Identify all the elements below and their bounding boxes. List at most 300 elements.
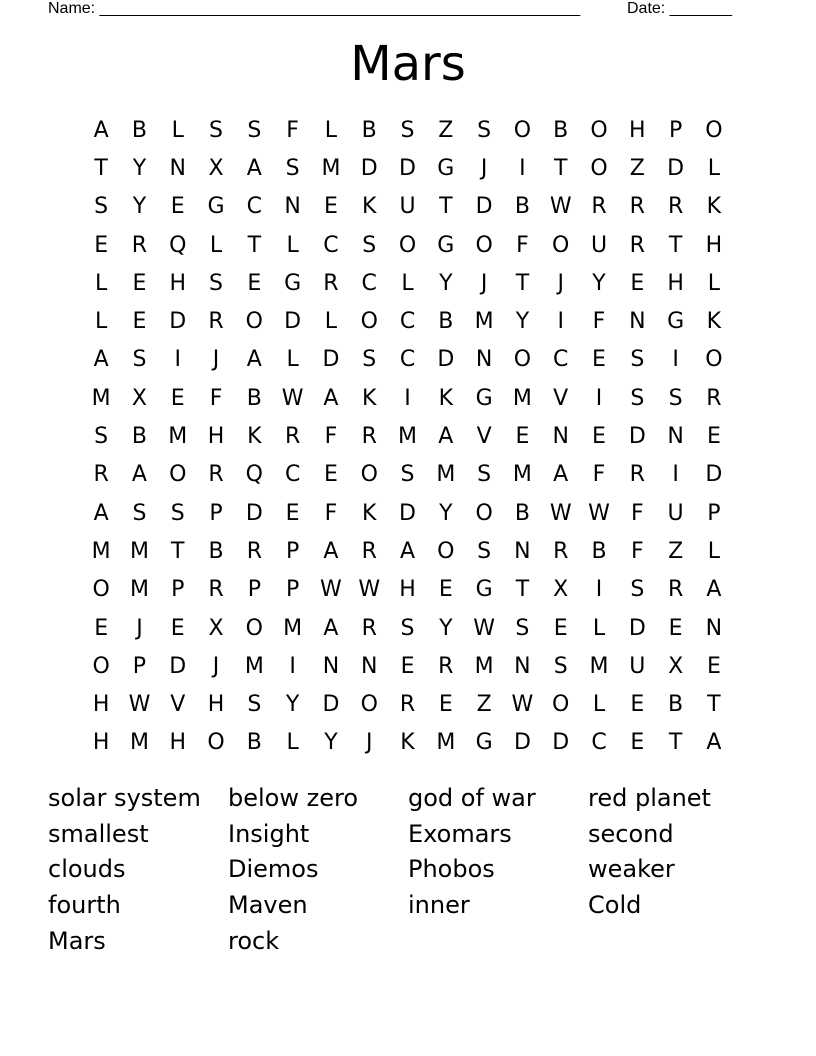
grid-letter: F <box>286 117 299 143</box>
grid-letter: A <box>93 347 109 373</box>
grid-letter: X <box>553 577 569 603</box>
grid-letter: O <box>398 232 417 258</box>
grid-letter: E <box>132 309 147 335</box>
word-list-item: god of war <box>408 784 536 812</box>
grid-letter: L <box>707 155 721 181</box>
grid-letter: D <box>475 194 493 220</box>
grid-letter: S <box>553 653 568 679</box>
grid-letter: U <box>399 194 416 220</box>
grid-letter: R <box>284 424 301 450</box>
grid-letter: X <box>131 385 147 411</box>
grid-letter: J <box>136 615 143 641</box>
grid-letter: I <box>174 347 181 373</box>
word-list <box>48 781 768 959</box>
grid-row <box>82 226 734 264</box>
grid-row <box>82 264 734 302</box>
grid-letter: S <box>362 347 377 373</box>
grid-letter: S <box>285 155 300 181</box>
grid-letter: G <box>207 194 225 220</box>
grid-letter: A <box>93 500 109 526</box>
grid-letter: K <box>400 730 415 756</box>
word-list-item: Diemos <box>228 855 319 884</box>
grid-letter: N <box>514 538 531 564</box>
grid-letter: S <box>630 385 645 411</box>
grid-letter: B <box>131 424 147 450</box>
grid-letter: I <box>595 385 603 411</box>
grid-letter: F <box>324 500 338 526</box>
word-list-item: clouds <box>48 855 126 884</box>
grid-letter: H <box>92 692 110 718</box>
grid-letter: U <box>629 653 646 679</box>
word-list-item: Insight <box>228 819 310 848</box>
grid-letter: I <box>595 577 603 603</box>
grid-letter: E <box>285 500 300 526</box>
grid-letter: D <box>360 155 378 181</box>
grid-letter: T <box>668 730 683 756</box>
grid-letter: D <box>513 730 531 756</box>
grid-letter: V <box>476 424 492 450</box>
grid-letter: M <box>474 653 494 679</box>
grid-letter: R <box>667 194 684 220</box>
grid-letter: T <box>668 232 683 258</box>
grid-letter: E <box>94 615 109 641</box>
grid-letter: O <box>245 615 263 641</box>
grid-letter: F <box>324 424 338 450</box>
grid-letter: U <box>667 500 684 526</box>
grid-letter: B <box>668 692 684 718</box>
grid-letter: Q <box>245 462 263 488</box>
grid-letter: H <box>629 117 646 143</box>
grid-letter: K <box>706 194 722 220</box>
grid-letter: T <box>515 577 530 603</box>
grid-letter: S <box>515 615 530 641</box>
grid-letter: J <box>557 270 564 296</box>
grid-letter: M <box>129 577 149 603</box>
grid-letter: F <box>592 309 606 335</box>
grid-letter: Y <box>439 270 453 296</box>
grid-letter: B <box>246 730 262 756</box>
grid-letter: N <box>322 653 340 679</box>
grid-letter: E <box>630 692 645 718</box>
grid-letter: B <box>361 117 377 143</box>
grid-letter: M <box>168 424 188 450</box>
word-list-item: Maven <box>228 891 308 920</box>
grid-letter: I <box>557 309 564 335</box>
grid-letter: B <box>514 500 530 526</box>
grid-letter: P <box>132 653 147 679</box>
grid-letter: S <box>247 117 262 143</box>
grid-letter: D <box>284 309 302 335</box>
grid-letter: Z <box>629 155 645 181</box>
grid-row <box>82 724 734 762</box>
grid-letter: A <box>438 424 454 450</box>
grid-letter: L <box>286 347 299 373</box>
grid-letter: A <box>706 730 722 756</box>
grid-letter: F <box>630 538 644 564</box>
grid-letter: C <box>591 730 607 756</box>
word-list-item: rock <box>228 926 280 955</box>
grid-row <box>82 532 734 570</box>
grid-letter: L <box>95 270 108 296</box>
grid-row <box>82 609 734 647</box>
grid-letter: G <box>437 155 455 181</box>
grid-letter: O <box>437 538 455 564</box>
grid-letter: O <box>92 577 110 603</box>
word-list-item: Exomars <box>408 819 512 848</box>
grid-letter: M <box>244 653 264 679</box>
grid-letter: E <box>592 424 606 450</box>
grid-row <box>82 302 734 340</box>
grid-letter: D <box>628 615 646 641</box>
grid-letter: L <box>286 232 299 258</box>
grid-row <box>82 188 734 226</box>
grid-letter: O <box>705 117 723 143</box>
grid-letter: G <box>284 270 302 296</box>
grid-letter: P <box>171 577 185 603</box>
word-list-item: second <box>588 819 674 848</box>
grid-letter: G <box>475 577 493 603</box>
grid-letter: D <box>705 462 723 488</box>
grid-letter: H <box>399 577 416 603</box>
grid-letter: S <box>477 538 492 564</box>
word-list-item: solar system <box>48 784 201 812</box>
grid-row <box>82 494 734 532</box>
grid-letter: G <box>437 232 455 258</box>
grid-letter: K <box>706 309 722 335</box>
grid-letter: K <box>438 385 454 411</box>
grid-letter: N <box>705 615 723 641</box>
grid-letter: J <box>212 653 220 679</box>
grid-letter: M <box>91 385 111 411</box>
grid-letter: O <box>360 309 378 335</box>
grid-letter: B <box>514 194 530 220</box>
grid-letter: Y <box>132 155 147 181</box>
grid-letter: M <box>321 155 341 181</box>
grid-letter: R <box>629 462 645 488</box>
grid-letter: I <box>289 653 296 679</box>
grid-letter: L <box>592 615 606 641</box>
grid-letter: F <box>516 232 529 258</box>
grid-letter: P <box>668 117 683 143</box>
grid-letter: O <box>475 500 493 526</box>
grid-letter: E <box>94 232 109 258</box>
grid-letter: T <box>553 155 568 181</box>
word-list-item: Mars <box>48 926 106 955</box>
grid-letter: S <box>362 232 377 258</box>
grid-letter: F <box>630 500 644 526</box>
grid-letter: Y <box>439 615 453 641</box>
grid-letter: S <box>400 615 415 641</box>
grid-letter: D <box>399 500 416 526</box>
grid-letter: D <box>169 653 187 679</box>
grid-letter: E <box>170 615 185 641</box>
grid-letter: E <box>553 615 568 641</box>
grid-letter: R <box>131 232 148 258</box>
grid-letter: O <box>705 347 723 373</box>
grid-letter: L <box>324 117 338 143</box>
grid-letter: I <box>672 347 679 373</box>
grid-letter: W <box>549 500 572 526</box>
grid-letter: R <box>361 538 377 564</box>
grid-letter: S <box>477 117 492 143</box>
grid-letter: M <box>436 730 456 756</box>
grid-letter: E <box>170 385 185 411</box>
grid-letter: H <box>92 730 110 756</box>
grid-letter: C <box>361 270 377 296</box>
grid-letter: N <box>629 309 646 335</box>
grid-letter: N <box>360 653 378 679</box>
grid-letter: R <box>208 577 224 603</box>
grid-letter: H <box>705 232 723 258</box>
grid-letter: D <box>245 500 263 526</box>
grid-letter: T <box>439 194 453 220</box>
grid-letter: S <box>132 347 147 373</box>
grid-letter: O <box>475 232 493 258</box>
grid-letter: E <box>515 424 530 450</box>
grid-letter: U <box>590 232 608 258</box>
grid-letter: P <box>209 500 223 526</box>
grid-letter: O <box>245 309 263 335</box>
grid-letter: O <box>360 692 378 718</box>
grid-letter: R <box>629 232 645 258</box>
name-field-line: Name: ______________________________________________________ <box>48 0 581 17</box>
grid-letter: Q <box>169 232 187 258</box>
grid-letter: T <box>171 538 185 564</box>
grid-letter: T <box>247 232 262 258</box>
grid-letter: E <box>592 347 606 373</box>
grid-letter: K <box>362 385 377 411</box>
grid-letter: J <box>365 730 373 756</box>
grid-letter: L <box>401 270 414 296</box>
grid-letter: H <box>207 692 225 718</box>
word-list-item: Cold <box>588 891 642 920</box>
grid-letter: J <box>480 270 488 296</box>
grid-letter: R <box>667 577 684 603</box>
grid-row <box>82 149 734 187</box>
grid-letter: I <box>404 385 411 411</box>
grid-letter: G <box>475 385 493 411</box>
grid-letter: E <box>323 462 338 488</box>
grid-letter: R <box>706 385 722 411</box>
grid-letter: O <box>207 730 225 756</box>
grid-letter: L <box>209 232 223 258</box>
grid-letter: M <box>436 462 456 488</box>
grid-letter: G <box>667 309 685 335</box>
grid-letter: R <box>323 270 339 296</box>
grid-letter: X <box>208 615 224 641</box>
grid-letter: M <box>283 615 303 641</box>
grid-letter: Y <box>515 309 530 335</box>
grid-letter: W <box>281 385 304 411</box>
word-search-grid <box>82 111 734 762</box>
grid-letter: W <box>358 577 381 603</box>
grid-letter: S <box>247 692 262 718</box>
grid-letter: S <box>132 500 147 526</box>
grid-letter: F <box>592 462 606 488</box>
grid-letter: Y <box>285 692 300 718</box>
grid-letter: N <box>475 347 493 373</box>
grid-letter: L <box>592 692 606 718</box>
grid-letter: W <box>511 692 534 718</box>
grid-letter: B <box>591 538 607 564</box>
grid-letter: L <box>95 309 108 335</box>
grid-letter: S <box>94 194 109 220</box>
grid-letter: A <box>553 462 569 488</box>
grid-letter: M <box>589 653 609 679</box>
date-field-line: Date: _______ <box>627 0 732 17</box>
grid-letter: A <box>246 155 262 181</box>
grid-letter: B <box>438 309 454 335</box>
word-list-item: Phobos <box>408 855 495 884</box>
grid-letter: N <box>514 653 531 679</box>
grid-letter: S <box>209 117 224 143</box>
grid-letter: S <box>668 385 683 411</box>
grid-letter: V <box>170 692 186 718</box>
grid-letter: X <box>668 653 684 679</box>
grid-letter: S <box>630 577 645 603</box>
grid-letter: P <box>285 577 300 603</box>
grid-letter: S <box>209 270 224 296</box>
grid-letter: N <box>284 194 301 220</box>
grid-letter: L <box>707 538 721 564</box>
grid-letter: Y <box>132 194 147 220</box>
grid-letter: C <box>399 347 416 373</box>
grid-letter: M <box>129 730 149 756</box>
grid-letter: E <box>323 194 338 220</box>
grid-letter: D <box>667 155 685 181</box>
word-list-item: fourth <box>48 891 121 920</box>
grid-letter: B <box>208 538 224 564</box>
grid-letter: A <box>246 347 262 373</box>
grid-letter: E <box>630 270 645 296</box>
grid-letter: D <box>322 347 340 373</box>
grid-letter: L <box>707 270 721 296</box>
grid-letter: K <box>362 500 377 526</box>
grid-letter: A <box>323 615 339 641</box>
grid-letter: W <box>549 194 572 220</box>
grid-letter: E <box>706 424 721 450</box>
grid-letter: P <box>285 538 300 564</box>
grid-letter: O <box>513 117 532 143</box>
grid-letter: E <box>668 615 683 641</box>
grid-letter: O <box>552 232 570 258</box>
grid-row <box>82 685 734 723</box>
grid-letter: A <box>323 385 339 411</box>
grid-letter: J <box>480 155 488 181</box>
word-list-item: inner <box>408 891 470 920</box>
grid-letter: E <box>438 692 453 718</box>
grid-letter: D <box>322 692 340 718</box>
grid-letter: W <box>588 500 610 526</box>
grid-letter: Y <box>324 730 338 756</box>
grid-letter: S <box>400 462 415 488</box>
grid-letter: N <box>667 424 684 450</box>
grid-letter: R <box>93 462 109 488</box>
grid-row <box>82 571 734 609</box>
grid-letter: D <box>552 730 570 756</box>
grid-letter: S <box>477 462 492 488</box>
grid-letter: P <box>707 500 721 526</box>
grid-letter: E <box>400 653 415 679</box>
grid-letter: D <box>437 347 455 373</box>
grid-row <box>82 456 734 494</box>
grid-letter: M <box>91 538 111 564</box>
word-list-item: below zero <box>228 784 358 812</box>
grid-letter: Z <box>476 692 492 718</box>
grid-letter: G <box>475 730 493 756</box>
grid-letter: E <box>170 194 185 220</box>
grid-letter: N <box>169 155 186 181</box>
grid-letter: F <box>209 385 223 411</box>
grid-letter: S <box>630 347 645 373</box>
grid-letter: H <box>667 270 684 296</box>
grid-letter: X <box>208 155 224 181</box>
grid-letter: R <box>591 194 607 220</box>
grid-letter: O <box>360 462 378 488</box>
word-list-item: red planet <box>588 784 711 812</box>
grid-letter: T <box>707 692 721 718</box>
grid-letter: T <box>94 155 108 181</box>
grid-letter: M <box>398 424 418 450</box>
grid-letter: A <box>399 538 416 564</box>
grid-letter: E <box>630 730 645 756</box>
grid-letter: R <box>208 462 224 488</box>
grid-letter: S <box>400 117 415 143</box>
grid-letter: O <box>590 155 608 181</box>
grid-letter: E <box>438 577 453 603</box>
grid-letter: O <box>92 653 110 679</box>
grid-letter: R <box>208 309 224 335</box>
grid-letter: O <box>169 462 187 488</box>
grid-letter: A <box>93 117 109 143</box>
grid-row <box>82 379 734 417</box>
grid-letter: Z <box>668 538 684 564</box>
grid-letter: A <box>323 538 339 564</box>
grid-letter: A <box>131 462 147 488</box>
grid-letter: M <box>474 309 494 335</box>
grid-letter: R <box>438 653 454 679</box>
grid-letter: L <box>286 730 299 756</box>
grid-letter: C <box>246 194 263 220</box>
grid-letter: Y <box>439 500 453 526</box>
grid-letter: M <box>129 538 149 564</box>
grid-letter: K <box>362 194 377 220</box>
grid-letter: C <box>553 347 569 373</box>
grid-letter: O <box>513 347 532 373</box>
grid-letter: E <box>706 653 721 679</box>
grid-letter: B <box>131 117 147 143</box>
grid-letter: P <box>247 577 261 603</box>
grid-letter: H <box>169 270 187 296</box>
grid-letter: C <box>399 309 416 335</box>
grid-letter: R <box>361 424 377 450</box>
grid-letter: L <box>171 117 184 143</box>
grid-letter: J <box>212 347 220 373</box>
grid-letter: W <box>473 615 495 641</box>
grid-letter: I <box>672 462 679 488</box>
grid-letter: M <box>512 462 532 488</box>
grid-letter: C <box>323 232 339 258</box>
grid-letter: H <box>207 424 225 450</box>
grid-letter: S <box>170 500 185 526</box>
grid-letter: R <box>361 615 377 641</box>
grid-letter: V <box>553 385 569 411</box>
grid-letter: R <box>629 194 645 220</box>
grid-letter: K <box>247 424 262 450</box>
word-list-item: weaker <box>588 855 675 884</box>
grid-letter: A <box>706 577 722 603</box>
grid-row <box>82 111 734 149</box>
